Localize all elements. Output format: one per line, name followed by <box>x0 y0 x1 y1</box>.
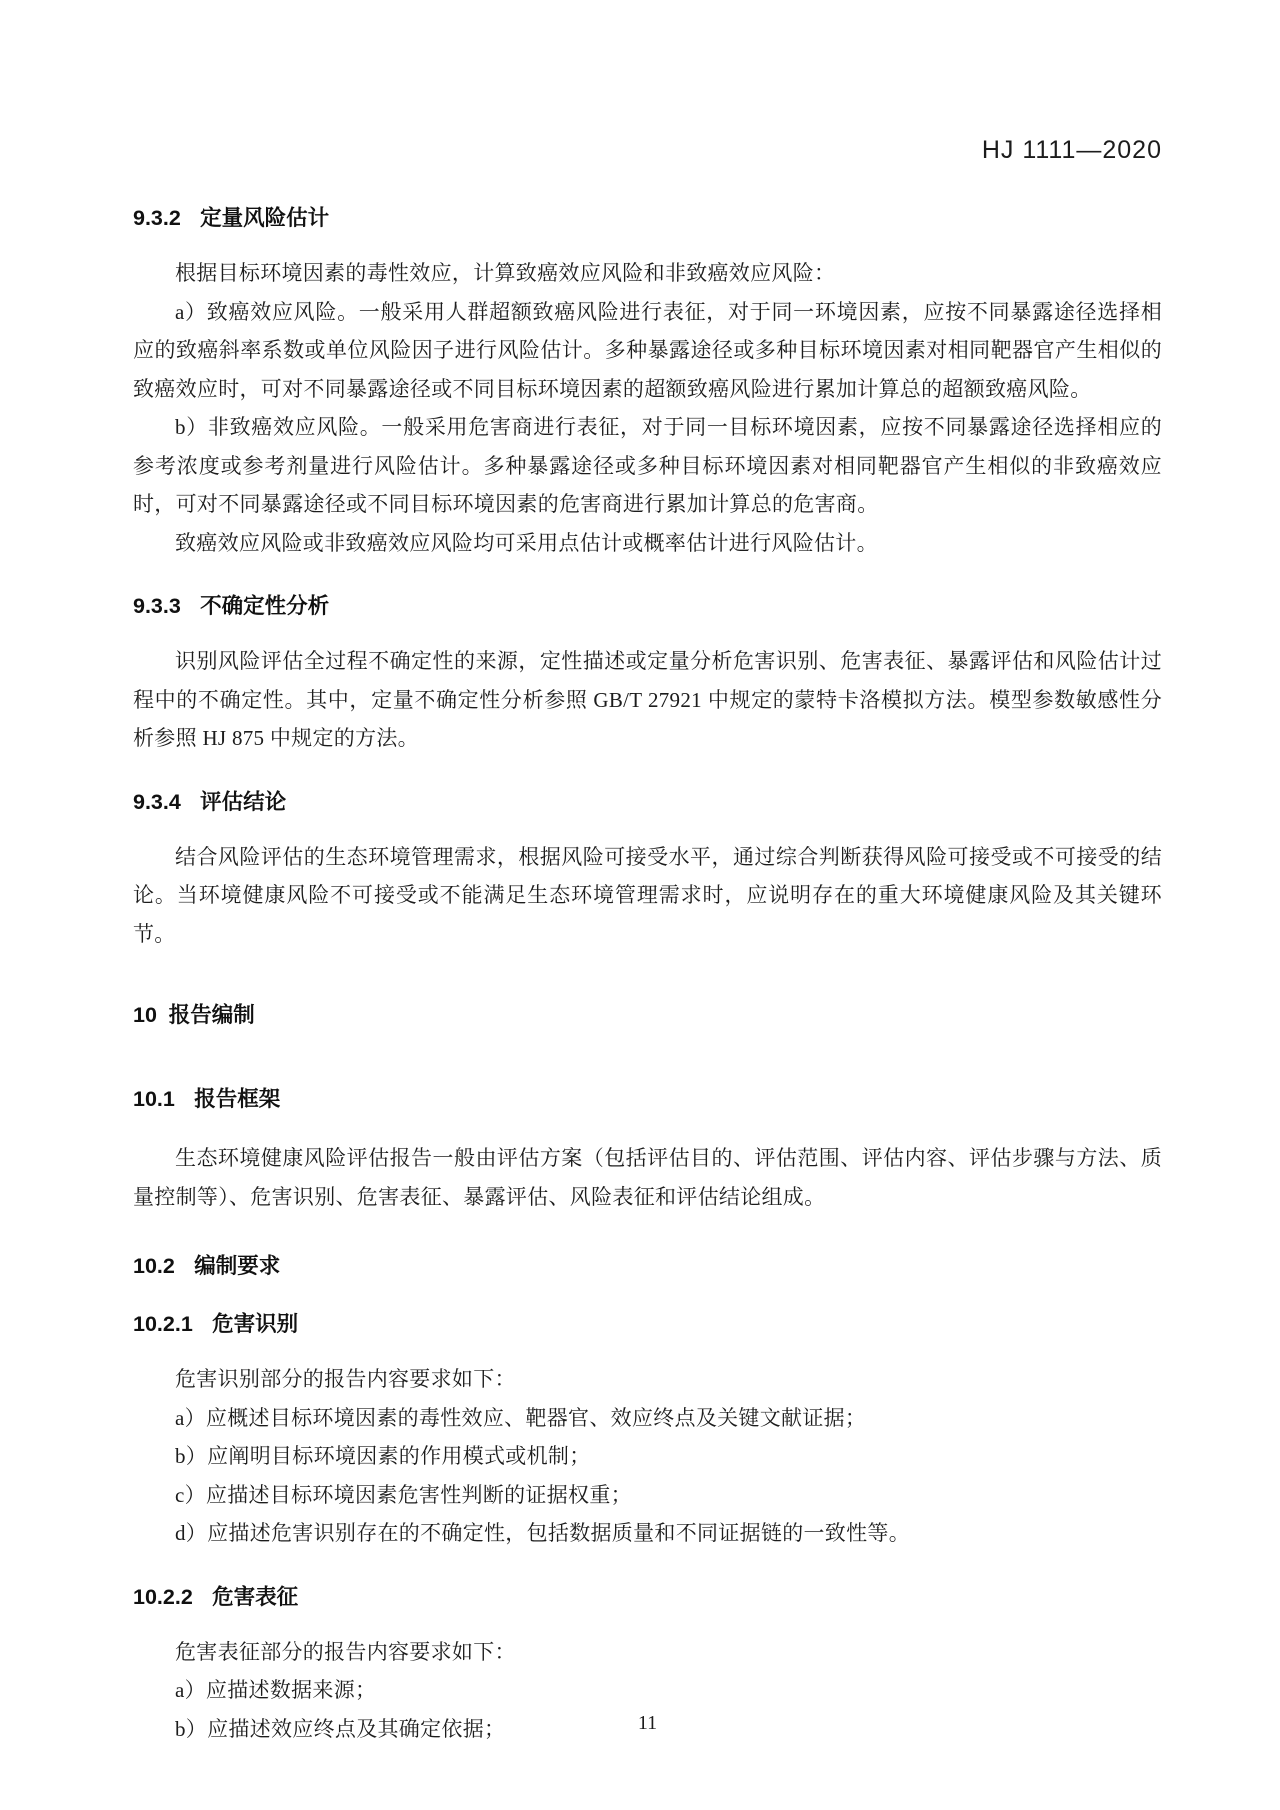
list-item: a）应概述目标环境因素的毒性效应、靶器官、效应终点及关键文献证据； <box>175 1405 867 1430</box>
document-body <box>133 204 1162 1748</box>
section-heading-9.3.3 <box>133 592 1162 620</box>
section-number: 10 <box>133 1003 157 1027</box>
section-heading-10.1 <box>133 1085 1162 1113</box>
section-number: 10.2 <box>133 1254 175 1278</box>
section-number: 10.2.1 <box>133 1312 193 1336</box>
section-heading-9.3.2 <box>133 204 1162 232</box>
section-title: 报告编制 <box>168 1003 255 1027</box>
section-title: 危害表征 <box>212 1584 299 1609</box>
paragraph: 危害识别部分的报告内容要求如下： <box>175 1367 516 1391</box>
paragraph: b）非致癌效应风险。一般采用危害商进行表征，对于同一目标环境因素，应按不同暴露途径选择相应的参考浓度或参考剂量进行风险估计。多种暴露途径或多种目标环境因素对相同靶器官产生相似的非致癌效应时，可对不同暴露途径或不同目标环境因素的危害商进行累加计算总的危害商。 <box>133 415 1162 516</box>
page-number: 11 <box>637 1712 658 1734</box>
section-number: 10.1 <box>133 1087 175 1111</box>
section-heading-10.2.2 <box>133 1583 1162 1611</box>
section-heading-9.3.4 <box>133 788 1162 816</box>
section-number: 9.3.2 <box>133 206 181 230</box>
section-heading-10.2.1 <box>133 1310 1162 1338</box>
section-number: 9.3.4 <box>133 789 181 814</box>
section-heading-10 <box>133 1001 1162 1029</box>
section-title: 报告框架 <box>194 1087 281 1111</box>
paragraph: a）致癌效应风险。一般采用人群超额致癌风险进行表征，对于同一环境因素，应按不同暴露途径选择相应的致癌斜率系数或单位风险因子进行风险估计。多种暴露途径或多种目标环境因素对相同靶器官产生相似的致癌效应时，可对不同暴露途径或不同目标环境因素的超额致癌风险进行累加计算总的超额致癌风险。 <box>133 299 1162 401</box>
standard-number-header: HJ 1111—2020 <box>981 136 1162 164</box>
section-title: 定量风险估计 <box>200 206 330 230</box>
paragraph: 根据目标环境因素的毒性效应，计算致癌效应风险和非致癌效应风险： <box>175 261 836 285</box>
list-item: b）应阐明目标环境因素的作用模式或机制； <box>175 1444 591 1468</box>
paragraph: 致癌效应风险或非致癌效应风险均可采用点估计或概率估计进行风险估计。 <box>175 530 878 555</box>
section-title: 评估结论 <box>200 789 287 814</box>
section-number: 9.3.3 <box>133 594 181 618</box>
section-number: 10.2.2 <box>133 1584 193 1609</box>
list-item: a）应描述数据来源； <box>175 1678 377 1702</box>
paragraph: 识别风险评估全过程不确定性的来源，定性描述或定量分析危害识别、危害表征、暴露评估和风险估计过程中的不确定性。其中，定量不确定性分析参照 GB/T 27921 中规定的蒙特卡洛模拟方法。模型参数敏感性分析参照 HJ 875 中规定的方法。 <box>133 649 1162 750</box>
section-title: 编制要求 <box>194 1254 281 1278</box>
list-item: c）应描述目标环境因素危害性判断的证据权重； <box>175 1482 632 1507</box>
paragraph: 结合风险评估的生态环境管理需求，根据风险可接受水平，通过综合判断获得风险可接受或不可接受的结论。当环境健康风险不可接受或不能满足生态环境管理需求时，应说明存在的重大环境健康风险及其关键环节。 <box>133 844 1162 946</box>
list-item: d）应描述危害识别存在的不确定性，包括数据质量和不同证据链的一致性等。 <box>175 1521 910 1545</box>
paragraph: 危害表征部分的报告内容要求如下： <box>175 1639 516 1664</box>
section-heading-10.2 <box>133 1252 1162 1280</box>
list-item: b）应描述效应终点及其确定依据； <box>175 1716 506 1741</box>
paragraph: 生态环境健康风险评估报告一般由评估方案（包括评估目的、评估范围、评估内容、评估步骤与方法、质量控制等）、危害识别、危害表征、暴露评估、风险表征和评估结论组成。 <box>133 1146 1162 1209</box>
section-title: 危害识别 <box>212 1312 299 1336</box>
section-title: 不确定性分析 <box>200 594 330 618</box>
